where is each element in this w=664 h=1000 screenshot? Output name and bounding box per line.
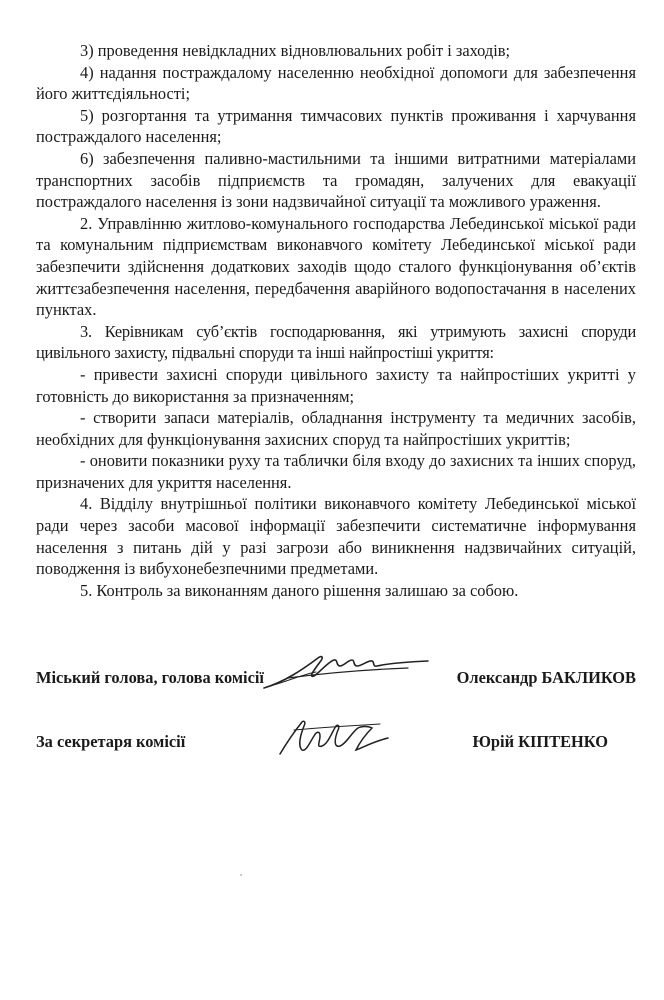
paragraph-item-5: 5) розгортання та утримання тимчасових пунктів проживання і харчування постраждалого населення; xyxy=(36,105,636,147)
paragraph-item-4: 4) надання постраждалому населенню необхідної допомоги для забезпечення його життєдіяльності; xyxy=(36,62,636,104)
scan-speck xyxy=(240,874,242,876)
paragraph-5-control: 5. Контроль за виконанням даного рішення залишаю за собою. xyxy=(80,580,519,600)
paragraph-3-bullet-1: - привести захисні споруди цивільного захисту та найпростіших укритті у готовність до використання за призначенням; xyxy=(36,364,636,406)
paragraph-4-media: 4. Відділу внутрішньої політики виконавчого комітету Лебединської міської ради через засоби масової інформації забезпечити систематичне інформування населення з питань дій у разі загрози або виникнення надзвичайних ситуацій, поводження із вибухонебезпечними предметами. xyxy=(36,494,636,579)
paragraph-3-business-heads: 3. Керівникам суб’єктів господарювання, які утримують захисні споруди цивільного захисту, підвальні споруди та інші найпростіші укриття: xyxy=(36,321,636,363)
secretary-handwritten-signature xyxy=(276,710,396,760)
paragraph-2-utilities: 2. Управлінню житлово-комунального господарства Лебединської міської ради та комунальним підприємствам виконавчого комітету Лебединської міської ради забезпечити здійснення додаткових заходів щодо сталого функціонування об’єктів життєзабезпечення населення, передбачення аварійного водопостачання в населених пунктах. xyxy=(36,213,636,320)
chair-name: Олександр БАКЛИКОВ xyxy=(456,668,636,687)
paragraph-item-6: 6) забезпечення паливно-мастильними та іншими витратними матеріалами транспортних засобів підприємств та громадян, залучених для евакуації постраждалого населення із зони надзвичайної ситуації та можливого ураження. xyxy=(36,148,636,212)
paragraph-item-3: 3) проведення невідкладних відновлювальних робіт і заходів; xyxy=(80,41,511,60)
paragraph-3-bullet-3: - оновити показники руху та таблички біля входу до захисних та інших споруд, призначених для укриття населення. xyxy=(36,451,636,492)
secretary-name: Юрій КІПТЕНКО xyxy=(472,732,608,751)
chair-role: Міський голова, голова комісії xyxy=(36,668,264,687)
document-body xyxy=(36,40,636,601)
secretary-role: За секретаря комісії xyxy=(36,732,186,751)
chair-handwritten-signature xyxy=(258,648,434,692)
paragraph-3-bullet-2: - створити запаси матеріалів, обладнання інструменту та медичних засобів, необхідних для функціонування захисних споруд та найпростіших укриттів; xyxy=(36,408,636,449)
